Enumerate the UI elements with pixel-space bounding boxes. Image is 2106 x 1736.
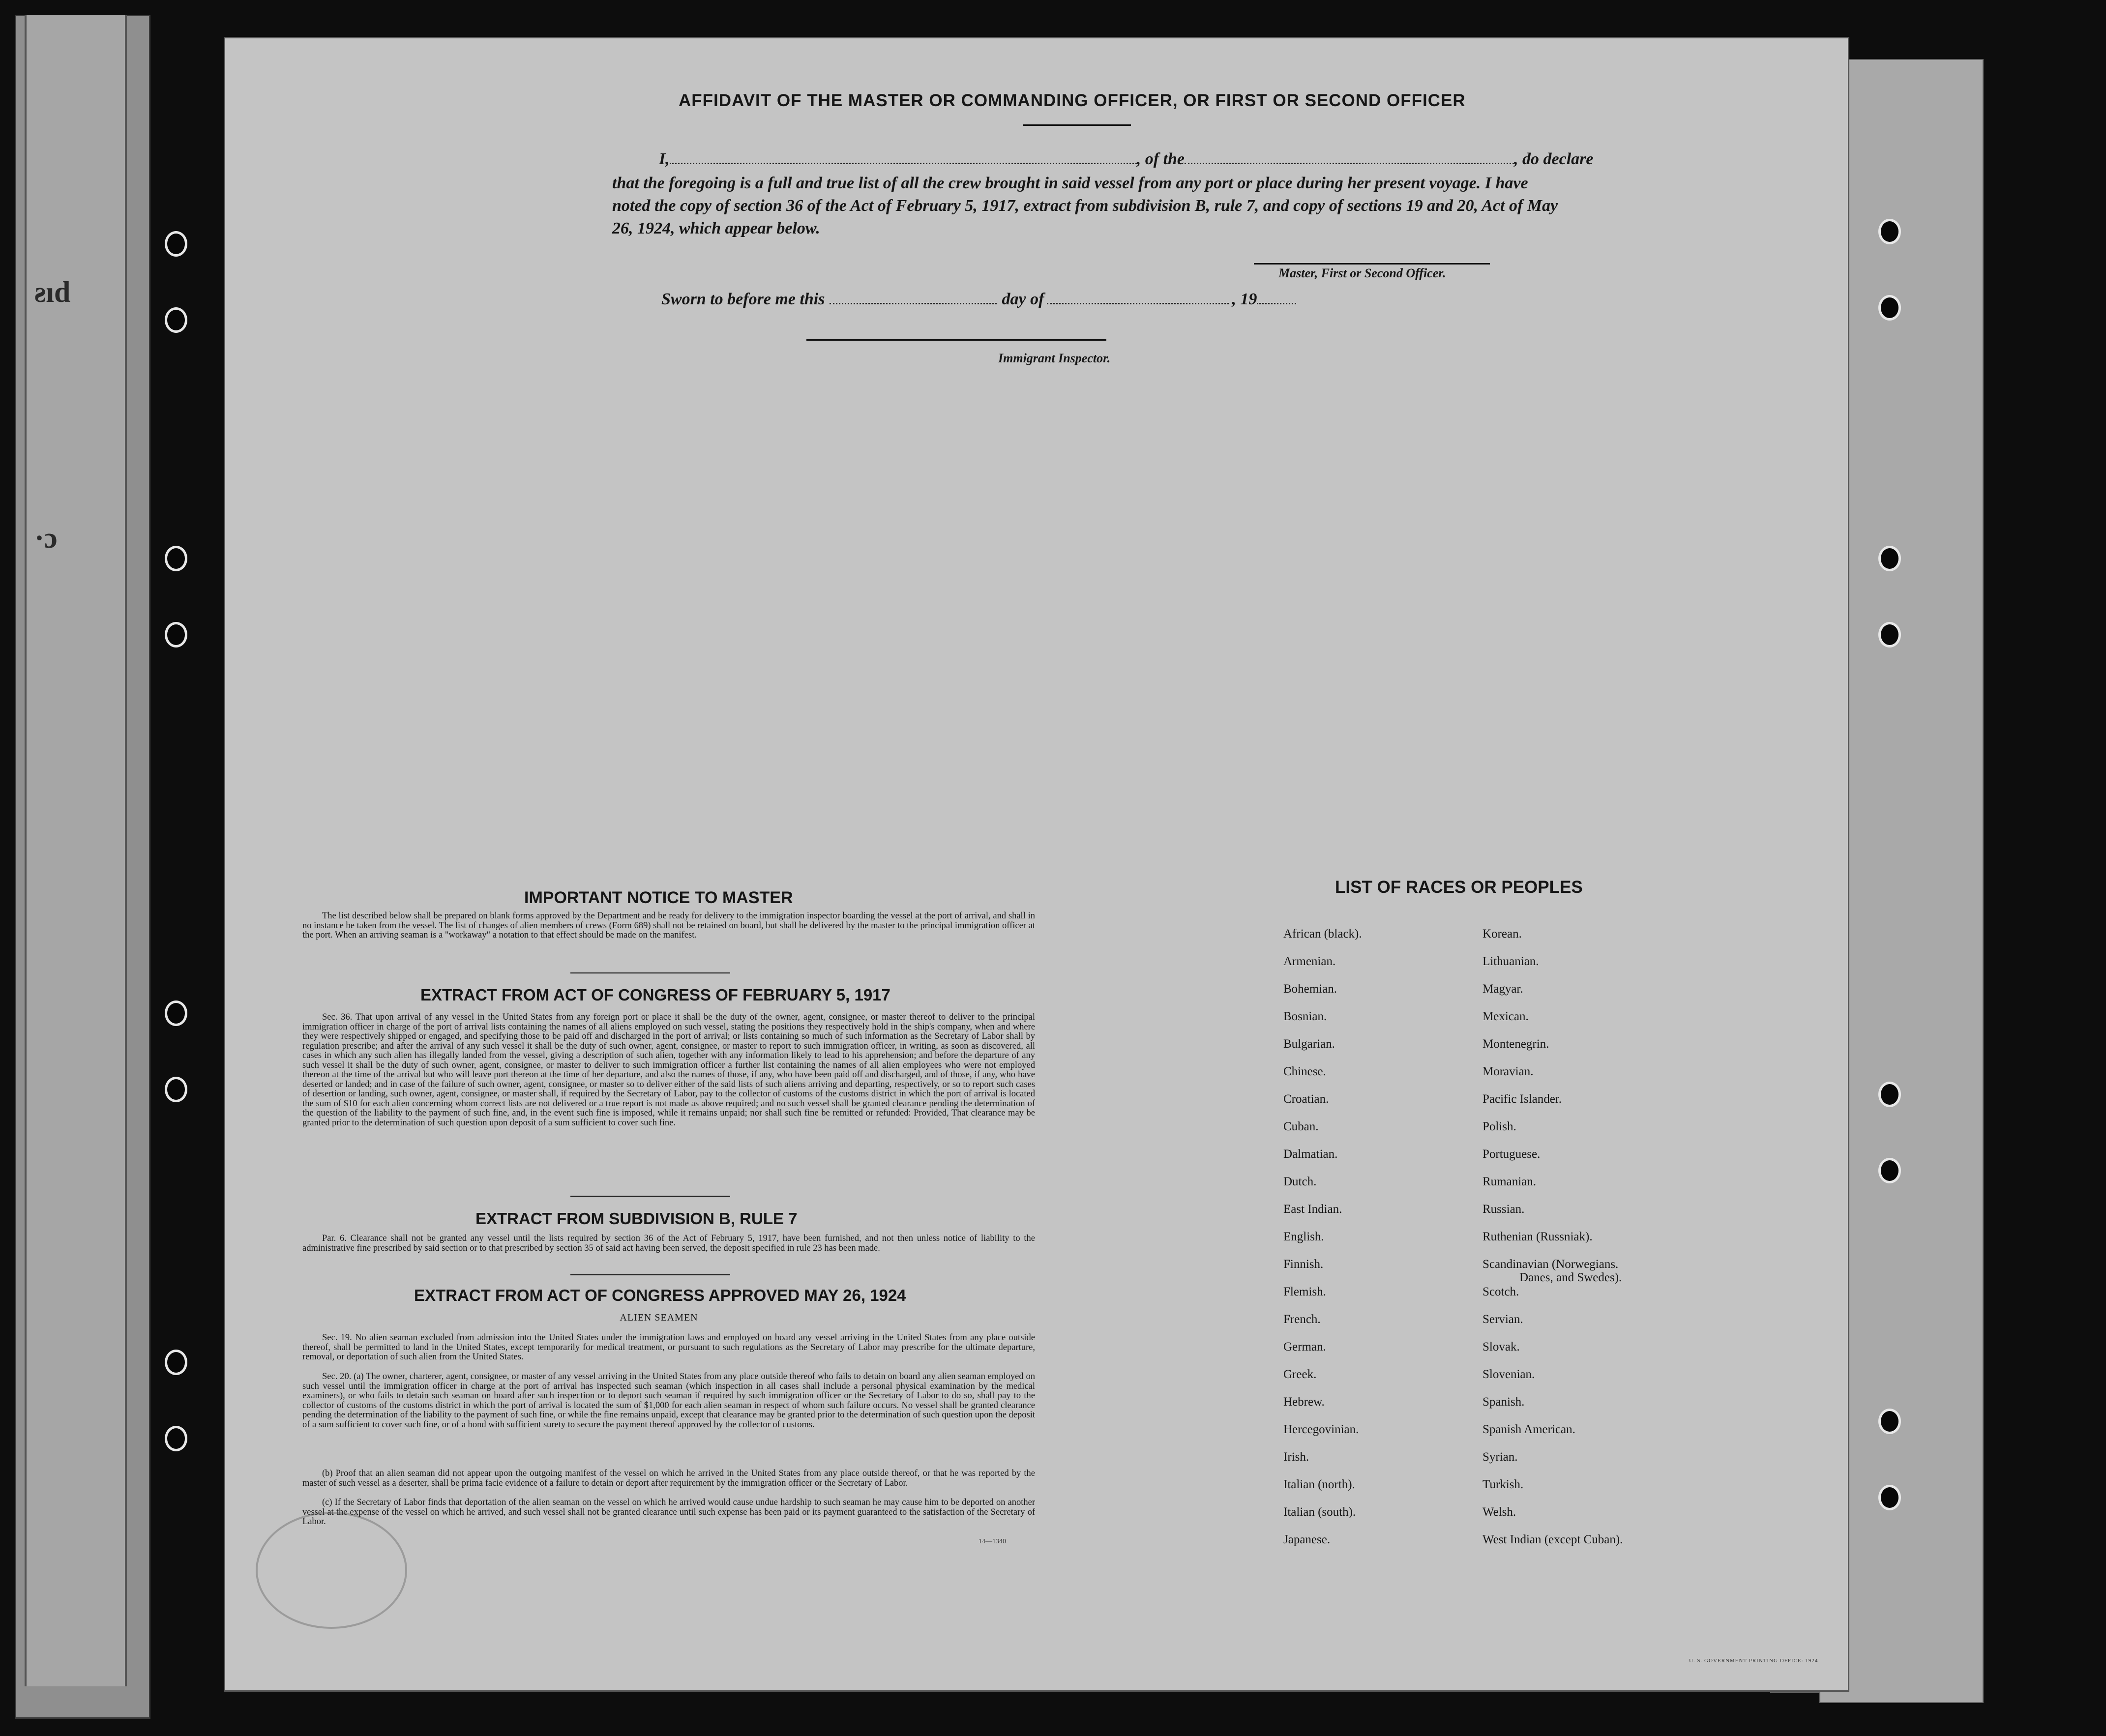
race-item: Cuban.	[1283, 1120, 1319, 1133]
affidavit-i: I,	[659, 150, 670, 168]
punch-hole	[1878, 622, 1901, 647]
race-item: Bohemian.	[1283, 982, 1337, 996]
race-item: Magyar.	[1483, 982, 1523, 996]
race-item: Hercegovinian.	[1283, 1423, 1359, 1436]
race-item: Moravian.	[1483, 1065, 1534, 1078]
binder-mark: ƨıd	[34, 276, 71, 308]
race-item: African (black).	[1283, 927, 1362, 941]
race-item: Russian.	[1483, 1203, 1525, 1216]
race-item: Scandinavian (Norwegians.	[1483, 1258, 1619, 1271]
inspector-label: Immigrant Inspector.	[998, 351, 1111, 365]
punch-hole	[1878, 1158, 1901, 1183]
year-prefix: , 19	[1232, 290, 1257, 308]
extract-1924-title: EXTRACT FROM ACT OF CONGRESS APPROVED MAY 26, 1924	[414, 1286, 906, 1304]
section-rule	[570, 972, 730, 973]
printer-imprint: U. S. GOVERNMENT PRINTING OFFICE: 1924	[1689, 1658, 1818, 1664]
notice-title: IMPORTANT NOTICE TO MASTER	[524, 888, 793, 907]
name-blank[interactable]	[670, 163, 1137, 164]
sec20a-text: Sec. 20. (a) The owner, charterer, agent, consignee, or master of any vessel arriving in the United States from any place outside thereof who fails to detain on board any alien seaman employed on such vessel until the immigration officer in charge at the port of arrival has inspected such seaman (which inspection in all cases shall include a personal physical examination by the medical examiners), or who fails to detain such seaman on board after such inspection or to deport such seaman if required by such immigration officer or the Secretary of Labor to do so, shall pay to the collector of customs of the customs district in which the port of arrival is located the sum of $1,000 for each alien seaman in respect of whom such failure occurs. No vessel shall be granted clearance pending the determination of the liability to the payment of such fine, or while the fine remains unpaid, except that clearance may be granted prior to the determination of such question upon the deposit of a sum sufficient to cover such fine, or of a bond with sufficient surety to secure the payment thereof approved by the collector of customs.	[302, 1372, 1035, 1430]
punch-hole	[1878, 295, 1901, 321]
section-rule	[570, 1196, 730, 1197]
title-rule	[1023, 124, 1131, 126]
race-item: Polish.	[1483, 1120, 1516, 1133]
punch-hole	[1878, 1409, 1901, 1434]
race-item: Bulgarian.	[1283, 1037, 1335, 1051]
race-item: Syrian.	[1483, 1450, 1518, 1464]
manifest-page	[224, 37, 1849, 1692]
sworn-month-blank[interactable]	[1047, 303, 1229, 304]
race-item: West Indian (except Cuban).	[1483, 1533, 1623, 1546]
race-item: Slovak.	[1483, 1340, 1520, 1353]
race-item: Japanese.	[1283, 1533, 1331, 1546]
punch-hole	[165, 1077, 187, 1102]
punch-hole	[165, 1426, 187, 1451]
sec19-text: Sec. 19. No alien seaman excluded from admission into the United States under the immigration laws and employed on board any vessel arriving in the United States from any place outside thereof, shall be permitted to land in the United States, except temporarily for medical treatment, or pursuant to such regulations as the Secretary of Labor may prescribe for the ultimate departure, removal, or deportation of such alien from the United States.	[302, 1333, 1035, 1362]
sworn-day-blank[interactable]	[830, 303, 997, 304]
race-item: Servian.	[1483, 1313, 1523, 1326]
day-of-label: day of	[1002, 290, 1044, 308]
race-item: Dalmatian.	[1283, 1148, 1338, 1161]
notice-text: The list described below shall be prepared on blank forms approved by the Department and be ready for delivery to the immigration inspector boarding the vessel at the port of arrival, and shall in no instance be taken from the vessel. The list of changes of alien members of crews (Form 689) shall not be retained on board, but shall be delivered by the master to the principal immigration officer at the port. When an arriving seaman is a "workaway" a notation to that effect should be made on the manifest.	[302, 911, 1035, 940]
sec20c-text: (c) If the Secretary of Labor finds that deportation of the alien seaman on the vessel on which he arrived would cause undue hardship to such seaman he may cause him to be deported on another vessel at the expense of the vessel on which he arrived, and such vessel shall not be granted clearance until such expense has been paid or its payment guaranteed to the satisfaction of the Secretary of Labor.	[302, 1498, 1035, 1527]
master-signature-label: Master, First or Second Officer.	[1278, 266, 1446, 280]
race-item: Armenian.	[1283, 955, 1336, 968]
extract-1917-title: EXTRACT FROM ACT OF CONGRESS OF FEBRUARY 5, 1917	[420, 986, 890, 1004]
race-item: Hebrew.	[1283, 1395, 1325, 1409]
faded-seal	[256, 1512, 407, 1629]
punch-hole	[165, 1000, 187, 1026]
race-item: Portuguese.	[1483, 1148, 1541, 1161]
punch-hole	[165, 622, 187, 647]
punch-hole	[165, 231, 187, 257]
race-item: Mexican.	[1483, 1010, 1529, 1023]
extract-rule7-text: Par. 6. Clearance shall not be granted any vessel until the lists required by section 36 of the Act of February 5, 1917, have been furnished, and not then unless notice of liability to the administrative fine prescribed by said section or to that prescribed by section 35 of said act having been served, the deposit specified in rule 23 has been made.	[302, 1234, 1035, 1253]
races-title: LIST OF RACES OR PEOPLES	[1335, 878, 1583, 897]
punch-hole	[1878, 546, 1901, 571]
race-item: Welsh.	[1483, 1505, 1516, 1519]
race-item: Korean.	[1483, 927, 1522, 941]
vessel-blank[interactable]	[1185, 163, 1514, 164]
affidavit-of-the: , of the	[1136, 150, 1185, 168]
race-item: Irish.	[1283, 1450, 1309, 1464]
affidavit-title: AFFIDAVIT OF THE MASTER OR COMMANDING OFFICER, OR FIRST OR SECOND OFFICER	[679, 91, 1466, 110]
punch-hole	[165, 307, 187, 333]
race-item: Spanish.	[1483, 1395, 1525, 1409]
section-rule	[570, 1274, 730, 1275]
punch-hole	[1878, 1485, 1901, 1510]
race-item: Scotch.	[1483, 1285, 1519, 1298]
race-item: English.	[1283, 1230, 1324, 1243]
punch-hole	[1878, 1082, 1901, 1107]
race-item: Turkish.	[1483, 1478, 1524, 1491]
alien-seamen-heading: ALIEN SEAMEN	[620, 1312, 698, 1323]
race-item: Danes, and Swedes).	[1519, 1271, 1622, 1284]
race-item: Greek.	[1283, 1368, 1317, 1381]
race-item: French.	[1283, 1313, 1321, 1326]
affidavit-do-declare: , do declare	[1514, 150, 1594, 168]
race-item: Spanish American.	[1483, 1423, 1575, 1436]
race-item: Italian (north).	[1283, 1478, 1355, 1491]
sec20b-text: (b) Proof that an alien seaman did not appear upon the outgoing manifest of the vessel on which he arrived in the United States from any place outside thereof, or that he was reported by the master of such vessel as a deserter, shall be prima facie evidence of a failure to detain or deport after requirement by the immigration officer or the Secretary of Labor.	[302, 1469, 1035, 1488]
extract-rule7-title: EXTRACT FROM SUBDIVISION B, RULE 7	[475, 1209, 798, 1228]
race-item: German.	[1283, 1340, 1326, 1353]
binder-strip	[25, 15, 127, 1686]
punch-hole	[1878, 219, 1901, 244]
race-item: Lithuanian.	[1483, 955, 1539, 968]
race-item: Rumanian.	[1483, 1175, 1537, 1188]
inspector-signature-line[interactable]	[806, 339, 1106, 341]
sworn-year-blank[interactable]	[1257, 303, 1296, 304]
race-item: Bosnian.	[1283, 1010, 1327, 1023]
binder-mark: ·ɔ	[34, 522, 58, 554]
punch-hole	[165, 546, 187, 571]
master-signature-line[interactable]	[1254, 263, 1490, 265]
race-item: Finnish.	[1283, 1258, 1324, 1271]
sworn-line	[661, 290, 1296, 309]
race-item: Dutch.	[1283, 1175, 1317, 1188]
race-item: Ruthenian (Russniak).	[1483, 1230, 1593, 1243]
punch-hole	[165, 1350, 187, 1375]
race-item: Pacific Islander.	[1483, 1092, 1562, 1106]
race-item: Chinese.	[1283, 1065, 1326, 1078]
race-item: Montenegrin.	[1483, 1037, 1549, 1051]
race-item: Italian (south).	[1283, 1505, 1356, 1519]
race-item: Croatian.	[1283, 1092, 1329, 1106]
race-item: Slovenian.	[1483, 1368, 1535, 1381]
form-code: 14—1340	[979, 1538, 1006, 1545]
sworn-before-label: Sworn to before me this	[661, 290, 825, 308]
race-item: East Indian.	[1283, 1203, 1342, 1216]
race-item: Flemish.	[1283, 1285, 1326, 1298]
extract-1917-text: Sec. 36. That upon arrival of any vessel in the United States from any foreign port or place it shall be the duty of the owner, agent, consignee, or master thereof to deliver to the principal immigration officer in charge of the port of arrival lists containing the names of all aliens employed on such vessel, stating the positions they respectively hold in the ship's company, when and where they were respectively shipped or engaged, and specifying those to be paid off and discharged in the port of arrival; or lists containing so much of such information as the Secretary of Labor shall by regulation prescribe; and after the arrival of any such vessel it shall be the duty of such owner, agent, consignee, or master to report to such immigration officer, in writing, as soon as discovered, all cases in which any such alien has illegally landed from the vessel, giving a description of such alien, together with any information likely to lead to his apprehension; and before the departure of any such vessel it shall be the duty of such owner, agent, consignee, or master to deliver to such immigration officer a further list containing the names of all alien employees who were not employed thereon at the time of the arrival but who will leave port thereon at the time of her departure, and also the names of those, if any, who have been paid off and discharged, and of those, if any, who have deserted or landed; and in case of the failure of such owner, agent, consignee, or master so to deliver either of the said lists of such aliens arriving and departing, respectively, or so to report such cases of desertion or landing, such owner, agent, consignee, or master shall, if required by the Secretary of Labor, pay to the collector of customs of the customs district in which the port of arrival is located the sum of $10 for each alien concerning whom correct lists are not delivered or a true report is not made as above required; and no such vessel shall be granted clearance pending the determination of the question of the liability to the payment of such fine, and, in the event such fine is imposed, while it remains unpaid; nor shall such fine be remitted or refunded: Provided, That clearance may be granted prior to the determination of such question upon deposit of a sum sufficient to cover such fine.	[302, 1012, 1035, 1128]
affidavit-body: that the foregoing is a full and true list of all the crew brought in said vessel from any port or place during her present voyage. I have noted the copy of section 36 of the Act of February 5, 1917, extract from subdivision B, rule 7, and copy of sections 19 and 20, Act of May 26, 1924, which appear below.	[612, 174, 1558, 237]
affidavit-declaration-line	[659, 150, 1593, 169]
